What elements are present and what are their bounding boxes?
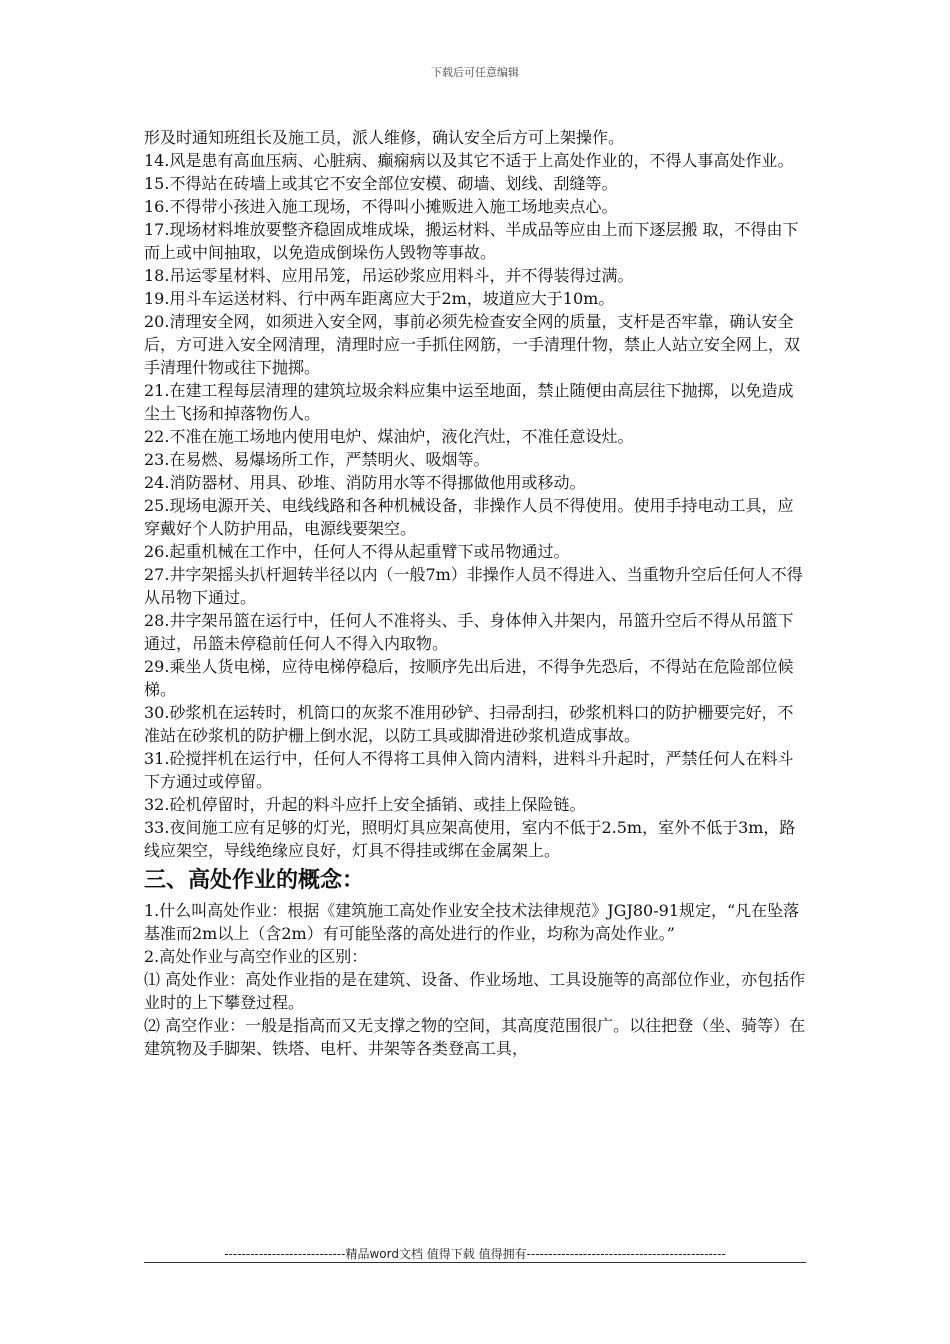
paragraph: 24.消防器材、用具、砂堆、消防用水等不得挪做他用或移动。 bbox=[144, 473, 586, 492]
paragraph: 18.吊运零星材料、应用吊笼，吊运砂浆应用料斗，并不得装得过满。 bbox=[144, 266, 634, 285]
paragraph: 19.用斗车运送材料、行中两车距离应大于2m，坡道应大于10m。 bbox=[144, 289, 615, 308]
paragraph: 1.什么叫高处作业：根据《建筑施工高处作业安全技术法律规范》JGJ80-91规定，“凡在坠落基准而2m以上（含2m）有可能坠落的高处进行的作业，均称为高处作业。” bbox=[144, 901, 800, 943]
paragraph: 26.起重机械在工作中，任何人不得从起重臂下或吊物通过。 bbox=[144, 542, 570, 561]
paragraph: ⑵ 高空作业：一般是指高而又无支撑之物的空间，其高度范围很广。以往把登（坐、骑等）在建筑物及手脚架、铁塔、电杆、井架等各类登高工具， bbox=[144, 1016, 806, 1058]
paragraph: 33.夜间施工应有足够的灯光，照明灯具应架高使用，室内不低于2.5m，室外不低于3m，路线应架空，导线绝缘应良好，灯具不得挂或绑在金属架上。 bbox=[144, 818, 796, 860]
paragraph: 21.在建工程每层清理的建筑垃圾余料应集中运至地面，禁止随便由高层往下抛掷，以免造成尘土飞扬和掉落物伤人。 bbox=[144, 381, 794, 423]
paragraph: 15.不得站在砖墙上或其它不安全部位安模、砌墙、划线、刮缝等。 bbox=[144, 174, 618, 193]
paragraph: 14.风是患有高血压病、心脏病、癫痫病以及其它不适于上高处作业的，不得人事高处作业。 bbox=[144, 151, 794, 170]
paragraph: 16.不得带小孩进入施工现场，不得叫小摊贩进入施工场地卖点心。 bbox=[144, 197, 618, 216]
paragraph: 25.现场电源开关、电线线路和各种机械设备，非操作人员不得使用。使用手持电动工具，应穿戴好个人防护用品，电源线要架空。 bbox=[144, 496, 794, 538]
paragraph: 28.井字架吊篮在运行中，任何人不准将头、手、身体伸入井架内，吊篮升空后不得从吊篮下通过，吊篮未停稳前任何人不得入内取物。 bbox=[144, 611, 794, 653]
paragraph: ⑴ 高处作业：高处作业指的是在建筑、设备、作业场地、工具设施等的高部位作业，亦包括作业时的上下攀登过程。 bbox=[144, 970, 806, 1012]
paragraph: 23.在易燃、易爆场所工作，严禁明火、吸烟等。 bbox=[144, 450, 490, 469]
paragraph: 27.井字架摇头扒杆迴转半径以内（一般7m）非操作人员不得进入、当重物升空后任何人不得从吊物下通过。 bbox=[144, 565, 803, 607]
paragraph: 32.砼机停留时，升起的料斗应扦上安全插销、或挂上保险链。 bbox=[144, 795, 586, 814]
paragraph: 2.高处作业与高空作业的区别： bbox=[144, 947, 368, 966]
page-footer: ----------------------------精品word文档 值得下载 值得拥有---------------------------------------------- bbox=[224, 1247, 726, 1261]
paragraph: 20.清理安全网，如须进入安全网，事前必须先检查安全网的质量，支杆是否牢靠，确认安全后，方可进入安全网清理，清理时应一手抓住网筋，一手清理什物，禁止人站立安全网上，双手清理什物或往下抛掷。 bbox=[144, 312, 801, 377]
footer-divider bbox=[144, 1262, 806, 1263]
paragraph: 29.乘坐人货电梯，应待电梯停稳后，按顺序先出后进，不得争先恐后，不得站在危险部位候梯。 bbox=[144, 657, 794, 699]
document-body bbox=[144, 126, 808, 1060]
paragraph: 30.砂浆机在运转时，机筒口的灰浆不准用砂铲、扫帚刮扫，砂浆机料口的防护栅要完好，不准站在砂浆机的防护栅上倒水泥，以防工具或脚滑进砂浆机造成事故。 bbox=[144, 703, 794, 745]
paragraph: 31.砼搅拌机在运行中，任何人不得将工具伸入筒内清料，进料斗升起时，严禁任何人在料斗下方通过或停留。 bbox=[144, 749, 794, 791]
paragraph: 形及时通知班组长及施工员，派人维修，确认安全后方可上架操作。 bbox=[144, 128, 625, 147]
paragraph: 22.不准在施工场地内使用电炉、煤油炉，液化汽灶，不准任意设灶。 bbox=[144, 427, 634, 446]
section-heading: 三、高处作业的概念： bbox=[144, 868, 365, 893]
page-header: 下载后可任意编辑 bbox=[431, 66, 519, 79]
paragraph: 17.现场材料堆放要整齐稳固成堆成垛，搬运材料、半成品等应由上而下逐层搬 取，不得由下而上或中间抽取，以免造成倒垛伤人毁物等事故。 bbox=[144, 220, 799, 262]
